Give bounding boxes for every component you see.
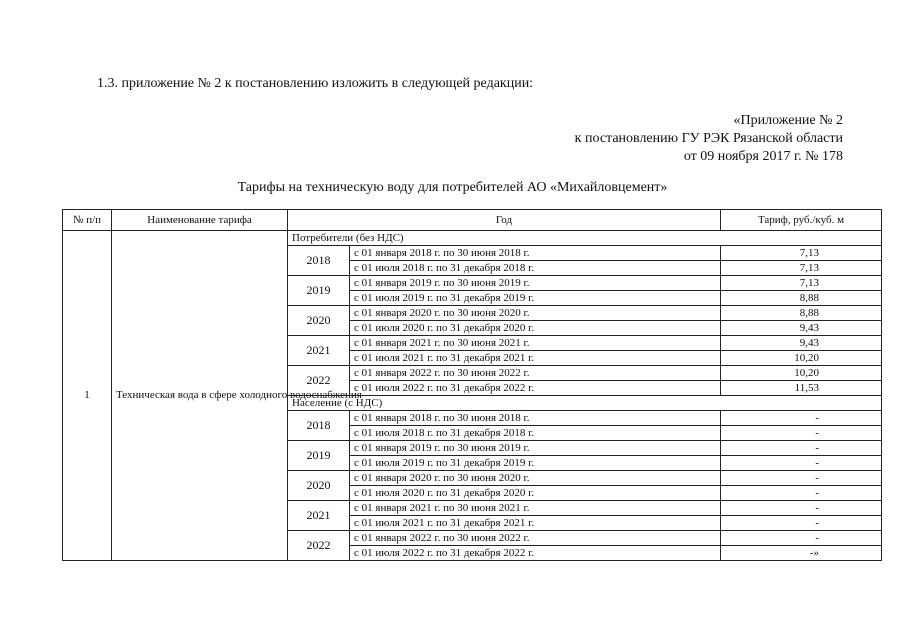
tariff-value: - (721, 456, 882, 471)
section-row (63, 231, 882, 246)
period-cell: с 01 июля 2020 г. по 31 декабря 2020 г. (350, 486, 721, 501)
table-body (63, 231, 882, 561)
intro-paragraph: 1.3. приложение № 2 к постановлению изложить в следующей редакции: (97, 76, 534, 91)
period-cell: с 01 июля 2018 г. по 31 декабря 2018 г. (350, 426, 721, 441)
year-cell: 2019 (288, 441, 350, 471)
appendix-line-2: к постановлению ГУ РЭК Рязанской области (574, 131, 843, 146)
tariff-value: 10,20 (721, 351, 882, 366)
tariff-value: -» (721, 546, 882, 561)
period-cell: с 01 января 2020 г. по 30 июня 2020 г. (350, 306, 721, 321)
tariff-value: - (721, 501, 882, 516)
tariff-value: 9,43 (721, 321, 882, 336)
tariff-value: 7,13 (721, 246, 882, 261)
year-cell: 2021 (288, 501, 350, 531)
header-year: Год (288, 210, 721, 231)
header-num: № п/п (63, 210, 112, 231)
period-cell: с 01 июля 2021 г. по 31 декабря 2021 г. (350, 351, 721, 366)
row-number: 1 (63, 231, 112, 561)
appendix-line-1: «Приложение № 2 (733, 113, 843, 128)
period-cell: с 01 июля 2022 г. по 31 декабря 2022 г. (350, 381, 721, 396)
tariff-value: 8,88 (721, 306, 882, 321)
section-title: Потребители (без НДС) (288, 231, 882, 246)
tariff-value: 8,88 (721, 291, 882, 306)
tariff-value: - (721, 441, 882, 456)
appendix-reference (575, 112, 843, 166)
appendix-line-3: от 09 ноября 2017 г. № 178 (683, 149, 843, 164)
tariff-value: 9,43 (721, 336, 882, 351)
year-cell: 2018 (288, 246, 350, 276)
period-cell: с 01 января 2022 г. по 30 июня 2022 г. (350, 531, 721, 546)
tariff-value: 10,20 (721, 366, 882, 381)
year-cell: 2022 (288, 531, 350, 561)
period-cell: с 01 июля 2020 г. по 31 декабря 2020 г. (350, 321, 721, 336)
period-cell: с 01 января 2018 г. по 30 июня 2018 г. (350, 246, 721, 261)
year-cell: 2022 (288, 366, 350, 396)
tariff-value: - (721, 471, 882, 486)
period-cell: с 01 января 2019 г. по 30 июня 2019 г. (350, 441, 721, 456)
header-tariff: Тариф, руб./куб. м (721, 210, 882, 231)
period-cell: с 01 января 2020 г. по 30 июня 2020 г. (350, 471, 721, 486)
tariff-value: 11,53 (721, 381, 882, 396)
tariff-value: - (721, 426, 882, 441)
period-cell: с 01 июля 2021 г. по 31 декабря 2021 г. (350, 516, 721, 531)
period-cell: с 01 января 2018 г. по 30 июня 2018 г. (350, 411, 721, 426)
section-title: Население (с НДС) (288, 396, 882, 411)
document-title: Тарифы на техническую воду для потребителей АО «Михайловцемент» (237, 180, 668, 195)
tariff-value: 7,13 (721, 276, 882, 291)
header-name: Наименование тарифа (112, 210, 288, 231)
year-cell: 2018 (288, 411, 350, 441)
period-cell: с 01 января 2021 г. по 30 июня 2021 г. (350, 336, 721, 351)
year-cell: 2019 (288, 276, 350, 306)
period-cell: с 01 июля 2018 г. по 31 декабря 2018 г. (350, 261, 721, 276)
period-cell: с 01 июля 2019 г. по 31 декабря 2019 г. (350, 456, 721, 471)
year-cell: 2020 (288, 471, 350, 501)
period-cell: с 01 июля 2022 г. по 31 декабря 2022 г. (350, 546, 721, 561)
period-cell: с 01 июля 2019 г. по 31 декабря 2019 г. (350, 291, 721, 306)
tariff-name: Техническая вода в сфере холодного водоснабжения (112, 231, 288, 561)
period-cell: с 01 января 2019 г. по 30 июня 2019 г. (350, 276, 721, 291)
tariff-value: - (721, 531, 882, 546)
year-cell: 2020 (288, 306, 350, 336)
tariff-value: 7,13 (721, 261, 882, 276)
year-cell: 2021 (288, 336, 350, 366)
table-header-row (63, 210, 882, 231)
period-cell: с 01 января 2022 г. по 30 июня 2022 г. (350, 366, 721, 381)
period-cell: с 01 января 2021 г. по 30 июня 2021 г. (350, 501, 721, 516)
tariff-value: - (721, 516, 882, 531)
tariff-table (62, 209, 882, 561)
tariff-value: - (721, 411, 882, 426)
tariff-value: - (721, 486, 882, 501)
